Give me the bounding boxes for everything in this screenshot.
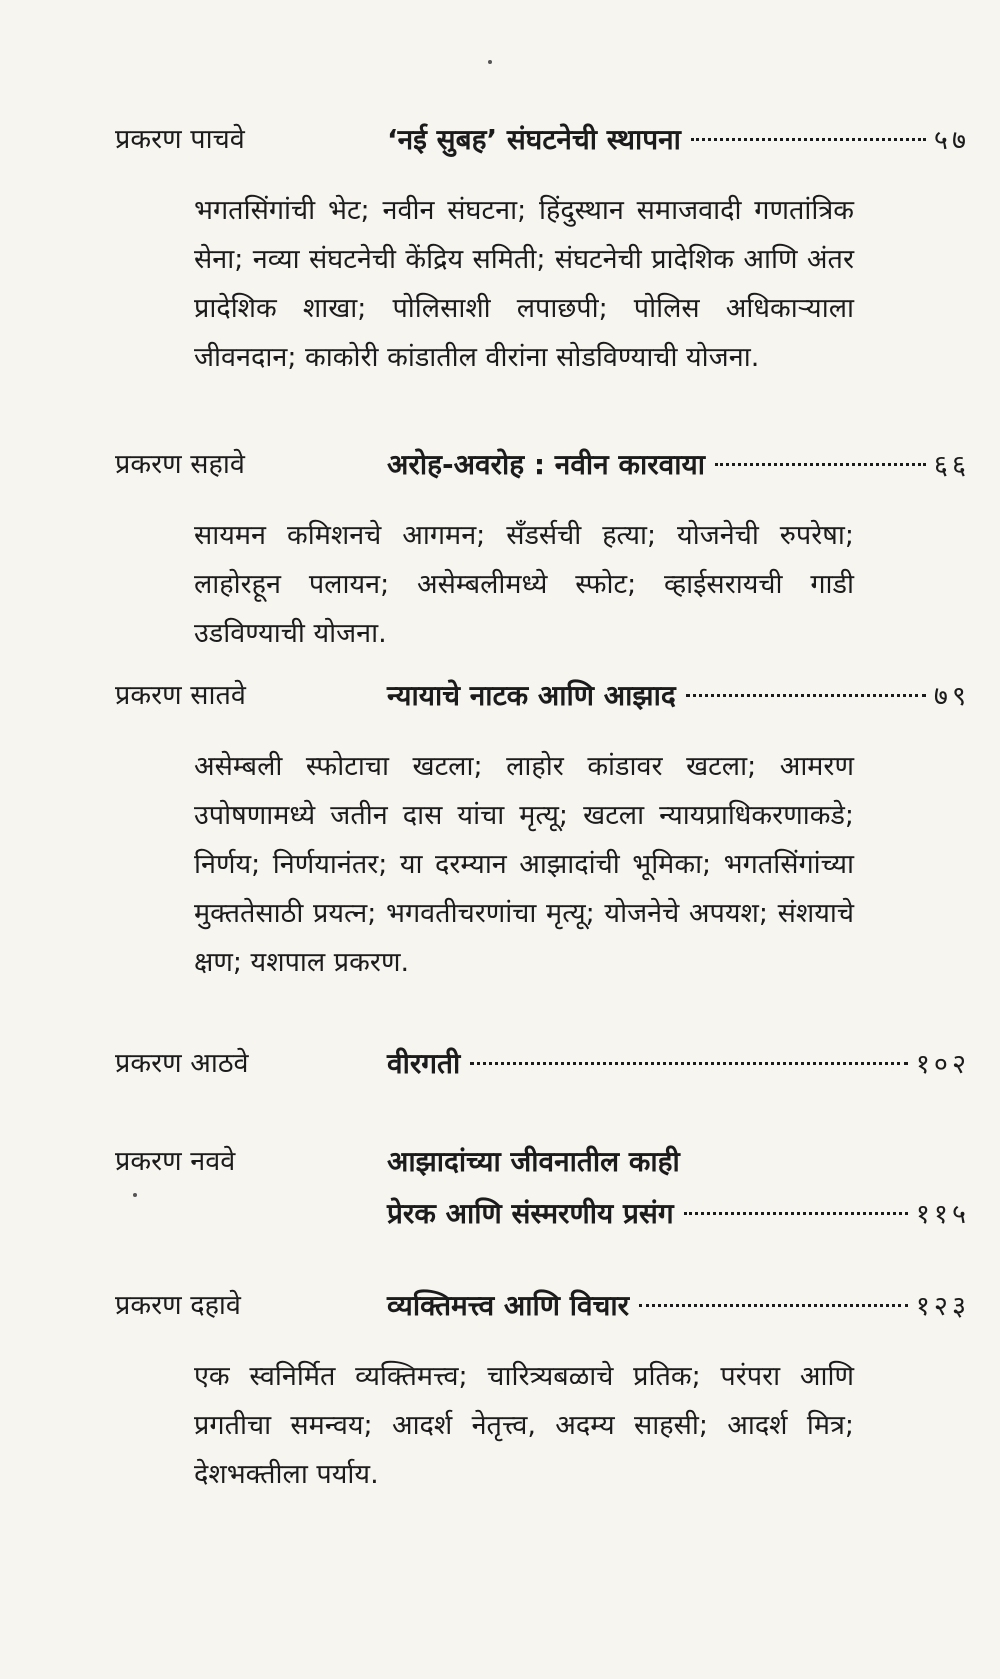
chapter-9-title-line-1: आझादांच्या जीवनातील काही — [387, 1145, 680, 1178]
chapter-5-title-row — [387, 118, 970, 163]
chapter-6-page-number: ६६ — [933, 450, 970, 481]
chapter-5-label: प्रकरण पाचवे — [115, 124, 245, 155]
chapter-8-title: वीरगती — [387, 1047, 461, 1080]
chapter-9-title-line-2: प्रेरक आणि संस्मरणीय प्रसंग — [387, 1197, 674, 1230]
chapter-6-heading — [115, 443, 970, 487]
chapter-10-title-row — [387, 1284, 970, 1329]
chapter-8-entry — [115, 1042, 970, 1086]
chapter-6-title: अरोह-अवरोह : नवीन कारवाया — [387, 448, 705, 481]
chapter-9-label: प्रकरण नववे — [115, 1146, 236, 1177]
chapter-8-heading — [115, 1042, 970, 1086]
chapter-10-entry — [115, 1284, 970, 1499]
chapter-7-title: न्यायाचे नाटक आणि आझाद — [387, 679, 676, 712]
chapter-7-page-number: ७९ — [933, 681, 970, 712]
dot-leader — [691, 138, 926, 141]
chapter-6-topics: सायमन कमिशनचे आगमन; सँडर्सची हत्या; योजनेची रुपरेषा; लाहोरहून पलायन; असेम्बलीमध्ये स्फोट; व्हाईसरायची गाडी उडविण्याची योजना. — [194, 520, 854, 649]
chapter-10-page-number: १२३ — [915, 1291, 970, 1322]
dot-leader — [639, 1304, 908, 1307]
chapter-7-title-row — [387, 674, 970, 719]
chapter-5-title: ‘नई सुबह’ संघटनेची स्थापना — [387, 123, 681, 156]
chapter-10-heading — [115, 1284, 970, 1328]
chapter-8-label: प्रकरण आठवे — [115, 1048, 249, 1079]
chapter-5-page-number: ५७ — [933, 125, 970, 156]
chapter-9-entry — [115, 1140, 970, 1236]
chapter-9-heading — [115, 1140, 970, 1236]
chapter-7-heading — [115, 674, 970, 718]
chapter-10-topics: एक स्वनिर्मित व्यक्तिमत्त्व; चारित्र्यबळाचे प्रतिक; परंपरा आणि प्रगतीचा समन्वय; आदर्श नेतृत्त्व, अदम्य साहसी; आदर्श मित्र; देशभक्तीला पर्याय. — [194, 1361, 854, 1490]
chapter-6-label: प्रकरण सहावे — [115, 449, 245, 480]
chapter-8-title-row — [387, 1042, 970, 1087]
chapter-10-title: व्यक्तिमत्त्व आणि विचार — [387, 1289, 630, 1322]
chapter-9-title-row-2 — [387, 1192, 970, 1237]
chapter-5-entry — [115, 118, 970, 382]
chapter-5-heading — [115, 118, 970, 162]
chapter-7-entry — [115, 674, 970, 987]
chapter-8-page-number: १०२ — [915, 1049, 970, 1080]
chapter-7-topics: असेम्बली स्फोटाचा खटला; लाहोर कांडावर खटला; आमरण उपोषणामध्ये जतीन दास यांचा मृत्यू; खटला न्यायप्राधिकरणाकडे; निर्णय; निर्णयानंतर; या दरम्यान आझादांची भूमिका; भगतसिंगांच्या मुक्ततेसाठी प्रयत्न; भगवतीचरणांचा मृत्यू; योजनेचे अपयश; संशयाचे क्षण; यशपाल प्रकरण. — [194, 751, 854, 978]
chapter-9-page-number: ११५ — [915, 1199, 970, 1230]
chapter-10-label: प्रकरण दहावे — [115, 1290, 241, 1321]
dot-leader — [715, 463, 926, 466]
paper-speck — [488, 60, 492, 64]
chapter-7-label: प्रकरण सातवे — [115, 680, 246, 711]
dot-leader — [684, 1212, 908, 1215]
chapter-5-topics: भगतसिंगांची भेट; नवीन संघटना; हिंदुस्थान समाजवादी गणतांत्रिक सेना; नव्या संघटनेची केंद्रिय समिती; संघटनेची प्रादेशिक आणि अंतर प्रादेशिक शाखा; पोलिसाशी लपाछपी; पोलिस अधिकाऱ्याला जीवनदान; काकोरी कांडातील वीरांना सोडविण्याची योजना. — [194, 195, 854, 373]
dot-leader — [470, 1062, 908, 1065]
chapter-6-title-row — [387, 443, 970, 488]
chapter-9-title-row-1 — [387, 1140, 970, 1184]
dot-leader — [686, 694, 926, 697]
chapter-6-entry — [115, 443, 970, 658]
